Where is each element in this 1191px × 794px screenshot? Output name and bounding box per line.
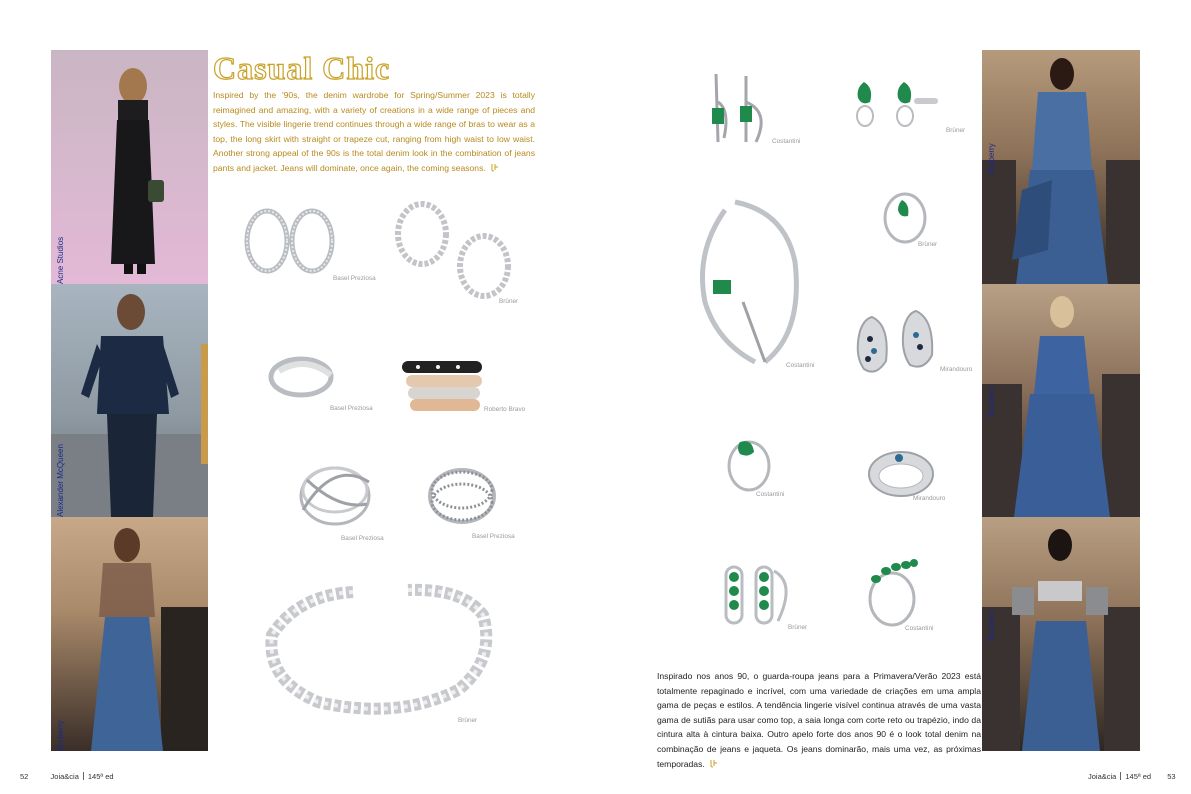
runway-photo-mcqueen [51, 284, 208, 517]
photo-label: Acne Studios [56, 236, 65, 284]
footer-right [1088, 772, 1176, 781]
emerald-wire-earrings-image [706, 72, 776, 150]
product-brand: Mirandouro [913, 495, 946, 502]
chain-bracelet-image [258, 580, 498, 725]
emerald-ring-image [880, 182, 930, 247]
runway-photo-burberry-3 [982, 517, 1140, 751]
photo-label: Burberry [56, 720, 65, 751]
emerald-huggie-earrings-image [722, 563, 802, 628]
product-brand: Costantini [905, 625, 934, 632]
oval-link-earrings-image [392, 200, 517, 310]
photo-label: Burberry [987, 386, 996, 417]
divider [1120, 772, 1121, 780]
product-brand: Basel Preziosa [330, 405, 373, 412]
product-brand: Brüner [788, 624, 808, 631]
edition: 145ª ed [1125, 772, 1152, 781]
intro-paragraph: Inspirado nos anos 90, o guarda-roupa jeans para a Primavera/Verão 2023 está totalmente repaginado e incrível, com uma variedade de criações em uma ampla gama de peças e estilos. A tendência lingerie visível continua através de uma vasta gama de sutiãs para usar como top, a saia longa com corte reto ou trapézio, indo da cintura alta à cintura baixa. Outro apelo forte dos anos 90 é o look total denim na combinação de jeans e jaqueta. Os jeans dominarão, mais uma vez, as próximas temporadas. [657, 671, 981, 769]
product-brand: Roberto Bravo [484, 406, 526, 413]
product-brand: Costantini [786, 362, 815, 369]
product-brand: Costantini [756, 491, 785, 498]
edition: 145ª ed [87, 772, 114, 781]
emerald-band-ring-image [862, 555, 922, 630]
product-brand: Mirandouro [940, 366, 973, 373]
product-brand: Brüner [918, 241, 938, 248]
runway-photo-burberry-left [51, 517, 208, 751]
product-brand: Brüner [458, 717, 478, 724]
product-brand: Basel Preziosa [341, 535, 384, 542]
crossover-ring-image [265, 345, 345, 405]
footer-left [20, 772, 114, 781]
end-mark-icon [490, 162, 499, 171]
product-brand: Costantini [772, 138, 801, 145]
dome-ring-image [865, 442, 937, 502]
runway-photo-burberry-1 [982, 50, 1140, 284]
emerald-solitaire-ring-image [724, 428, 774, 496]
band-ring-image [424, 460, 499, 530]
magazine-name: Joia&cia [50, 772, 79, 781]
intro-paragraph: Inspired by the '90s, the denim wardrobe for Spring/Summer 2023 is totally reimagined and amazing, with a variety of creations in a wide range of pieces and styles. The visible lingerie trend continues through a wide range of bras to wear as a top, the long skirt with straight or trapeze cut, ranging from high waist to low waist. Another strong appeal of the 90s is the total denim look in the combination of jeans pants and jacket. Jeans will dominate, once again, the coming seasons. [213, 90, 535, 173]
pear-emerald-earrings-image [850, 78, 950, 133]
page-number: 52 [20, 772, 29, 781]
page-number: 53 [1167, 772, 1176, 781]
intro-text-english [213, 88, 535, 176]
runway-photo-burberry-2 [982, 284, 1140, 517]
divider [83, 772, 84, 780]
wire-ring-image [293, 450, 378, 535]
photo-label: Alexander McQueen [56, 444, 65, 517]
magazine-name: Joia&cia [1088, 772, 1117, 781]
product-brand: Brüner [946, 127, 966, 134]
stacked-rings-image [398, 357, 488, 413]
emerald-bangle-image [695, 192, 815, 372]
runway-photo-acne [51, 50, 208, 284]
intro-text-portuguese [657, 669, 981, 771]
product-brand: Basel Preziosa [472, 533, 515, 540]
photo-label: Burberry [987, 610, 996, 641]
end-mark-icon [709, 758, 718, 767]
hoop-earrings-image [240, 205, 340, 285]
product-brand: Brüner [499, 298, 519, 305]
photo-label: Burberry [987, 143, 996, 174]
product-brand: Basel Preziosa [333, 275, 376, 282]
dome-earrings-image [850, 305, 945, 385]
page-title: Casual Chic [213, 50, 391, 86]
